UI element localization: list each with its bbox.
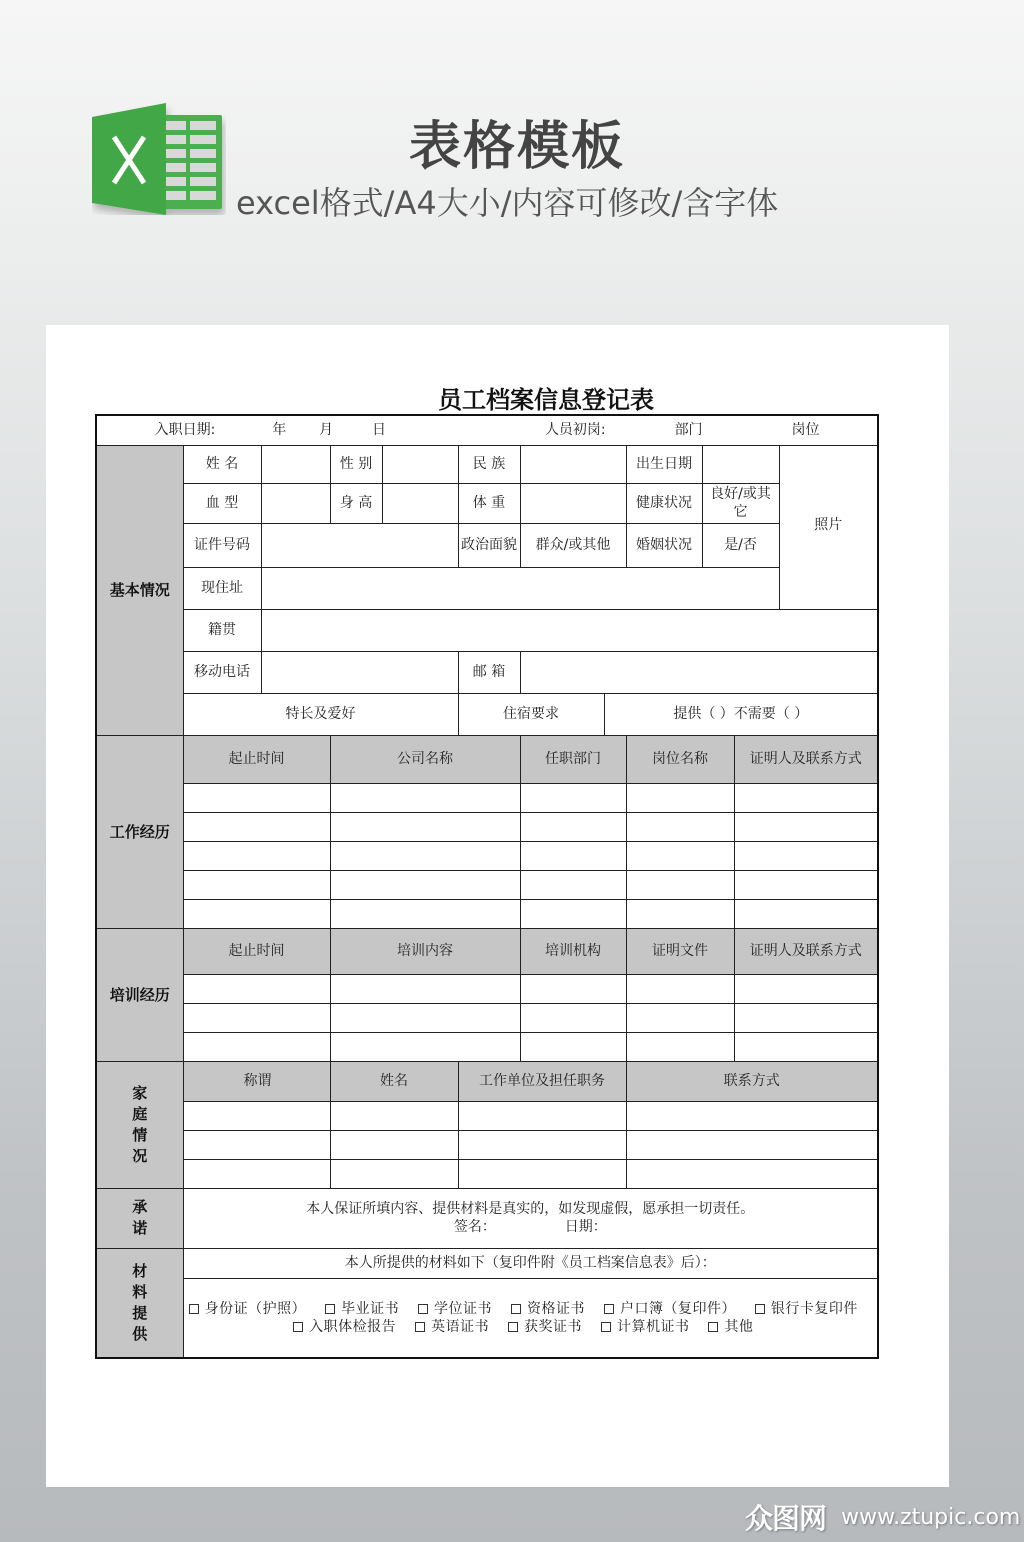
- checkbox-bank-card[interactable]: [755, 1304, 765, 1314]
- work-cell[interactable]: [626, 899, 734, 928]
- work-cell[interactable]: [734, 841, 878, 870]
- work-cell[interactable]: [520, 812, 626, 841]
- section-work-experience: 工作经历: [96, 735, 183, 928]
- training-col-reference: 证明人及联系方式: [734, 928, 878, 974]
- housing-value[interactable]: 提供（ ）不需要（ ）: [604, 693, 878, 735]
- family-cell[interactable]: [626, 1159, 878, 1188]
- gender-label: 性 别: [330, 445, 382, 483]
- checkbox-qualification[interactable]: [511, 1304, 521, 1314]
- training-row: [96, 1032, 878, 1061]
- id-number-label: 证件号码: [183, 523, 261, 567]
- family-row: [96, 1159, 878, 1188]
- work-cell[interactable]: [330, 783, 520, 812]
- employee-record-form: [95, 414, 879, 1359]
- section-materials: 材料提供: [96, 1248, 183, 1358]
- marital-value[interactable]: 是/否: [702, 523, 779, 567]
- initial-post-label: 人员初岗:: [544, 422, 606, 439]
- family-cell[interactable]: [626, 1101, 878, 1130]
- training-cell[interactable]: [183, 974, 330, 1003]
- political-value[interactable]: 群众/或其他: [520, 523, 626, 567]
- document-title: 员工档案信息登记表: [438, 385, 654, 414]
- training-cell[interactable]: [520, 1032, 626, 1061]
- family-cell[interactable]: [458, 1101, 626, 1130]
- health-label: 健康状况: [626, 483, 702, 523]
- work-cell[interactable]: [734, 899, 878, 928]
- work-col-reference: 证明人及联系方式: [734, 735, 878, 783]
- address-label: 现住址: [183, 567, 261, 609]
- month-label: 月: [319, 422, 334, 439]
- training-cell[interactable]: [626, 1032, 734, 1061]
- work-cell[interactable]: [183, 899, 330, 928]
- department-label: 部门: [674, 422, 703, 439]
- family-cell[interactable]: [183, 1101, 330, 1130]
- work-cell[interactable]: [330, 870, 520, 899]
- work-cell[interactable]: [626, 783, 734, 812]
- gender-field[interactable]: [382, 445, 458, 483]
- watermark: [745, 1497, 1020, 1537]
- work-cell[interactable]: [183, 841, 330, 870]
- family-col-contact: 联系方式: [626, 1061, 878, 1101]
- work-cell[interactable]: [520, 870, 626, 899]
- checkbox-computer-cert[interactable]: [601, 1322, 611, 1332]
- work-cell[interactable]: [734, 812, 878, 841]
- checkbox-id-card[interactable]: [189, 1304, 199, 1314]
- section-basic-info: 基本情况: [96, 445, 183, 735]
- family-cell[interactable]: [626, 1130, 878, 1159]
- blood-type-label: 血 型: [183, 483, 261, 523]
- mobile-field[interactable]: [261, 651, 458, 693]
- work-row: [96, 812, 878, 841]
- checkbox-award-cert[interactable]: [508, 1322, 518, 1332]
- native-place-field[interactable]: [261, 609, 878, 651]
- training-cell[interactable]: [626, 1003, 734, 1032]
- pledge-text: 本人保证所填内容、提供材料是真实的，如发现虚假，愿承担一切责任。: [306, 1201, 755, 1217]
- weight-field[interactable]: [520, 483, 626, 523]
- watermark-logo: 众图网: [745, 1502, 827, 1535]
- work-cell[interactable]: [734, 783, 878, 812]
- family-cell[interactable]: [458, 1130, 626, 1159]
- work-row: [96, 899, 878, 928]
- checkbox-household-register[interactable]: [604, 1304, 614, 1314]
- training-col-period: 起止时间: [183, 928, 330, 974]
- political-label: 政治面貌: [458, 523, 520, 567]
- training-col-certificate: 证明文件: [626, 928, 734, 974]
- marital-label: 婚姻状况: [626, 523, 702, 567]
- training-cell[interactable]: [520, 974, 626, 1003]
- work-col-department: 任职部门: [520, 735, 626, 783]
- work-cell[interactable]: [330, 841, 520, 870]
- day-label: 日: [372, 422, 387, 439]
- name-label: 姓 名: [183, 445, 261, 483]
- address-field[interactable]: [261, 567, 779, 609]
- work-cell[interactable]: [330, 812, 520, 841]
- id-number-field[interactable]: [261, 523, 458, 567]
- family-cell[interactable]: [183, 1159, 330, 1188]
- height-field[interactable]: [382, 483, 458, 523]
- work-col-period: 起止时间: [183, 735, 330, 783]
- hero-title: 表格模板: [408, 117, 625, 177]
- work-row: [96, 870, 878, 899]
- checkbox-diploma[interactable]: [325, 1304, 335, 1314]
- work-cell[interactable]: [330, 899, 520, 928]
- family-row: [96, 1101, 878, 1130]
- ethnicity-label: 民 族: [458, 445, 520, 483]
- training-cell[interactable]: [734, 1032, 878, 1061]
- training-cell[interactable]: [734, 974, 878, 1003]
- work-cell[interactable]: [520, 841, 626, 870]
- family-col-name: 姓名: [330, 1061, 458, 1101]
- family-col-employer: 工作单位及担任职务: [458, 1061, 626, 1101]
- work-cell[interactable]: [626, 870, 734, 899]
- training-cell[interactable]: [330, 1003, 520, 1032]
- work-row: [96, 841, 878, 870]
- checkbox-medical-report[interactable]: [293, 1322, 303, 1332]
- email-field[interactable]: [520, 651, 878, 693]
- training-cell[interactable]: [734, 1003, 878, 1032]
- section-pledge: 承诺: [96, 1188, 183, 1248]
- section-family: 家庭情况: [96, 1061, 183, 1188]
- pledge-box: [183, 1188, 878, 1248]
- work-col-company: 公司名称: [330, 735, 520, 783]
- hobbies-label: 特长及爱好: [285, 706, 356, 722]
- watermark-url: www.ztupic.com: [841, 1504, 1021, 1530]
- year-label: 年: [272, 422, 287, 439]
- training-col-institution: 培训机构: [520, 928, 626, 974]
- family-cell[interactable]: [458, 1159, 626, 1188]
- entry-date-row: [96, 415, 878, 445]
- work-cell[interactable]: [520, 899, 626, 928]
- family-cell[interactable]: [330, 1130, 458, 1159]
- work-cell[interactable]: [626, 841, 734, 870]
- checkbox-degree[interactable]: [418, 1304, 428, 1314]
- signature-label: 签名：: [453, 1219, 496, 1235]
- health-value[interactable]: 良好/或其它: [702, 483, 779, 523]
- training-cell[interactable]: [183, 1032, 330, 1061]
- training-cell[interactable]: [330, 1032, 520, 1061]
- family-cell[interactable]: [183, 1130, 330, 1159]
- work-row: [96, 783, 878, 812]
- work-cell[interactable]: [183, 783, 330, 812]
- training-cell[interactable]: [626, 974, 734, 1003]
- training-cell[interactable]: [520, 1003, 626, 1032]
- work-cell[interactable]: [626, 812, 734, 841]
- work-cell[interactable]: [183, 812, 330, 841]
- family-row: [96, 1130, 878, 1159]
- training-row: [96, 974, 878, 1003]
- housing-label: 住宿要求: [458, 693, 604, 735]
- entry-date-label: 入职日期:: [154, 422, 216, 439]
- birthdate-field[interactable]: [702, 445, 779, 483]
- hero-subtitle: excel格式/A4大小/内容可修改/含字体: [236, 184, 779, 222]
- family-cell[interactable]: [330, 1159, 458, 1188]
- photo-label: 照片: [814, 516, 843, 533]
- mobile-label: 移动电话: [183, 651, 261, 693]
- pledge-date-label: 日期：: [564, 1219, 607, 1235]
- training-cell[interactable]: [330, 974, 520, 1003]
- email-label: 邮 箱: [458, 651, 520, 693]
- training-row: [96, 1003, 878, 1032]
- ethnicity-field[interactable]: [520, 445, 626, 483]
- materials-checklist: 身份证（护照） 毕业证书 学位证书 资格证书 户口簿（复印件） 银行卡复印件 入职体检报告 英语证书 获奖证书 计算机证书 其他: [183, 1278, 878, 1358]
- weight-label: 体 重: [458, 483, 520, 523]
- position-label: 岗位: [791, 422, 820, 439]
- blood-type-field[interactable]: [261, 483, 330, 523]
- native-place-label: 籍贯: [183, 609, 261, 651]
- training-cell[interactable]: [183, 1003, 330, 1032]
- family-col-relation: 称谓: [183, 1061, 330, 1101]
- work-cell[interactable]: [734, 870, 878, 899]
- work-col-position: 岗位名称: [626, 735, 734, 783]
- hobbies-field[interactable]: [183, 693, 458, 735]
- work-cell[interactable]: [183, 870, 330, 899]
- family-cell[interactable]: [330, 1101, 458, 1130]
- checkbox-other[interactable]: [708, 1322, 718, 1332]
- checkbox-english-cert[interactable]: [415, 1322, 425, 1332]
- name-field[interactable]: [261, 445, 330, 483]
- height-label: 身 高: [330, 483, 382, 523]
- work-cell[interactable]: [520, 783, 626, 812]
- materials-intro: 本人所提供的材料如下（复印件附《员工档案信息表》后）：: [183, 1248, 878, 1278]
- birthdate-label: 出生日期: [626, 445, 702, 483]
- photo-box[interactable]: [779, 445, 878, 609]
- section-training: 培训经历: [96, 928, 183, 1061]
- training-col-content: 培训内容: [330, 928, 520, 974]
